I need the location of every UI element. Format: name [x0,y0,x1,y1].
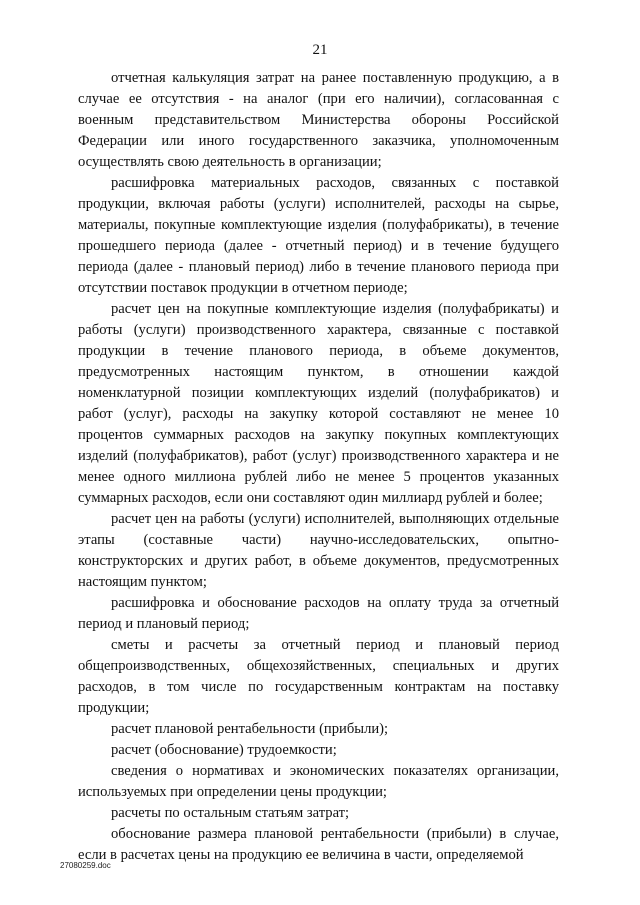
paragraph-other-costs: расчеты по остальным статьям затрат; [111,805,350,821]
paragraph-economic-indicators: сведения о нормативах и экономических показателях организации, используемых при определении цены продукции; [78,763,559,800]
paragraph-material-costs: расшифровка материальных расходов, связанных с поставкой продукции, включая работы (услуги) исполнителей, расходы на сырье, материалы, покупные комплектующие изделия (полуфабрикаты), в течение прошедшего периода (далее - отчетный период) и в течение будущего периода (далее - плановый период) либо в течение планового периода при отсутствии поставок продукции в отчетном периоде; [78,175,559,296]
page-number: 21 [312,42,328,58]
paragraph-overhead-estimates: сметы и расчеты за отчетный период и плановый период общепроизводственных, общехозяйственных, специальных и других расходов, в том числе по государственным контрактам на поставку продукции; [78,637,559,716]
paragraph-reporting-calculation: отчетная калькуляция затрат на ранее поставленную продукцию, а в случае ее отсутствия - на аналог (при его наличии), согласованная с военным представительством Министерства обороны Российской Федерации или иного государственного заказчика, уполномоченным осуществлять свою деятельность в организации; [78,70,559,170]
paragraph-component-prices: расчет цен на покупные комплектующие изделия (полуфабрикаты) и работы (услуги) производственного характера, связанные с поставкой продукции в течение планового периода, в объеме документов, предусмотренных настоящим пунктом, в отношении каждой номенклатурной позиции комплектующих изделий (полуфабрикатов) и работ (услуг), расходы на закупку которой составляют не менее 10 процентов суммарных расходов на закупку покупных комплектующих изделий (полуфабрикатов), работ (услуг) производственного характера и не менее одного миллиона рублей либо не менее 5 процентов указанных суммарных расходов, если они составляют один миллиард рублей и более; [78,301,559,506]
paragraph-profitability-justification: обоснование размера плановой рентабельности (прибыли) в случае, если в расчетах цены на продукцию ее величина в части, определяемой [78,826,559,863]
paragraph-contractor-work-prices: расчет цен на работы (услуги) исполнителей, выполняющих отдельные этапы (составные части) научно-исследовательских, опытно-конструкторских и других работ, в объеме документов, предусмотренных настоящим пунктом; [78,511,559,590]
paragraph-labor-costs: расшифровка и обоснование расходов на оплату труда за отчетный период и плановый период; [78,595,559,632]
paragraph-planned-profitability: расчет плановой рентабельности (прибыли); [111,721,389,737]
footer-filename: 27080259.doc [60,861,111,870]
document-body [78,68,559,866]
paragraph-labor-intensity: расчет (обоснование) трудоемкости; [111,742,337,758]
